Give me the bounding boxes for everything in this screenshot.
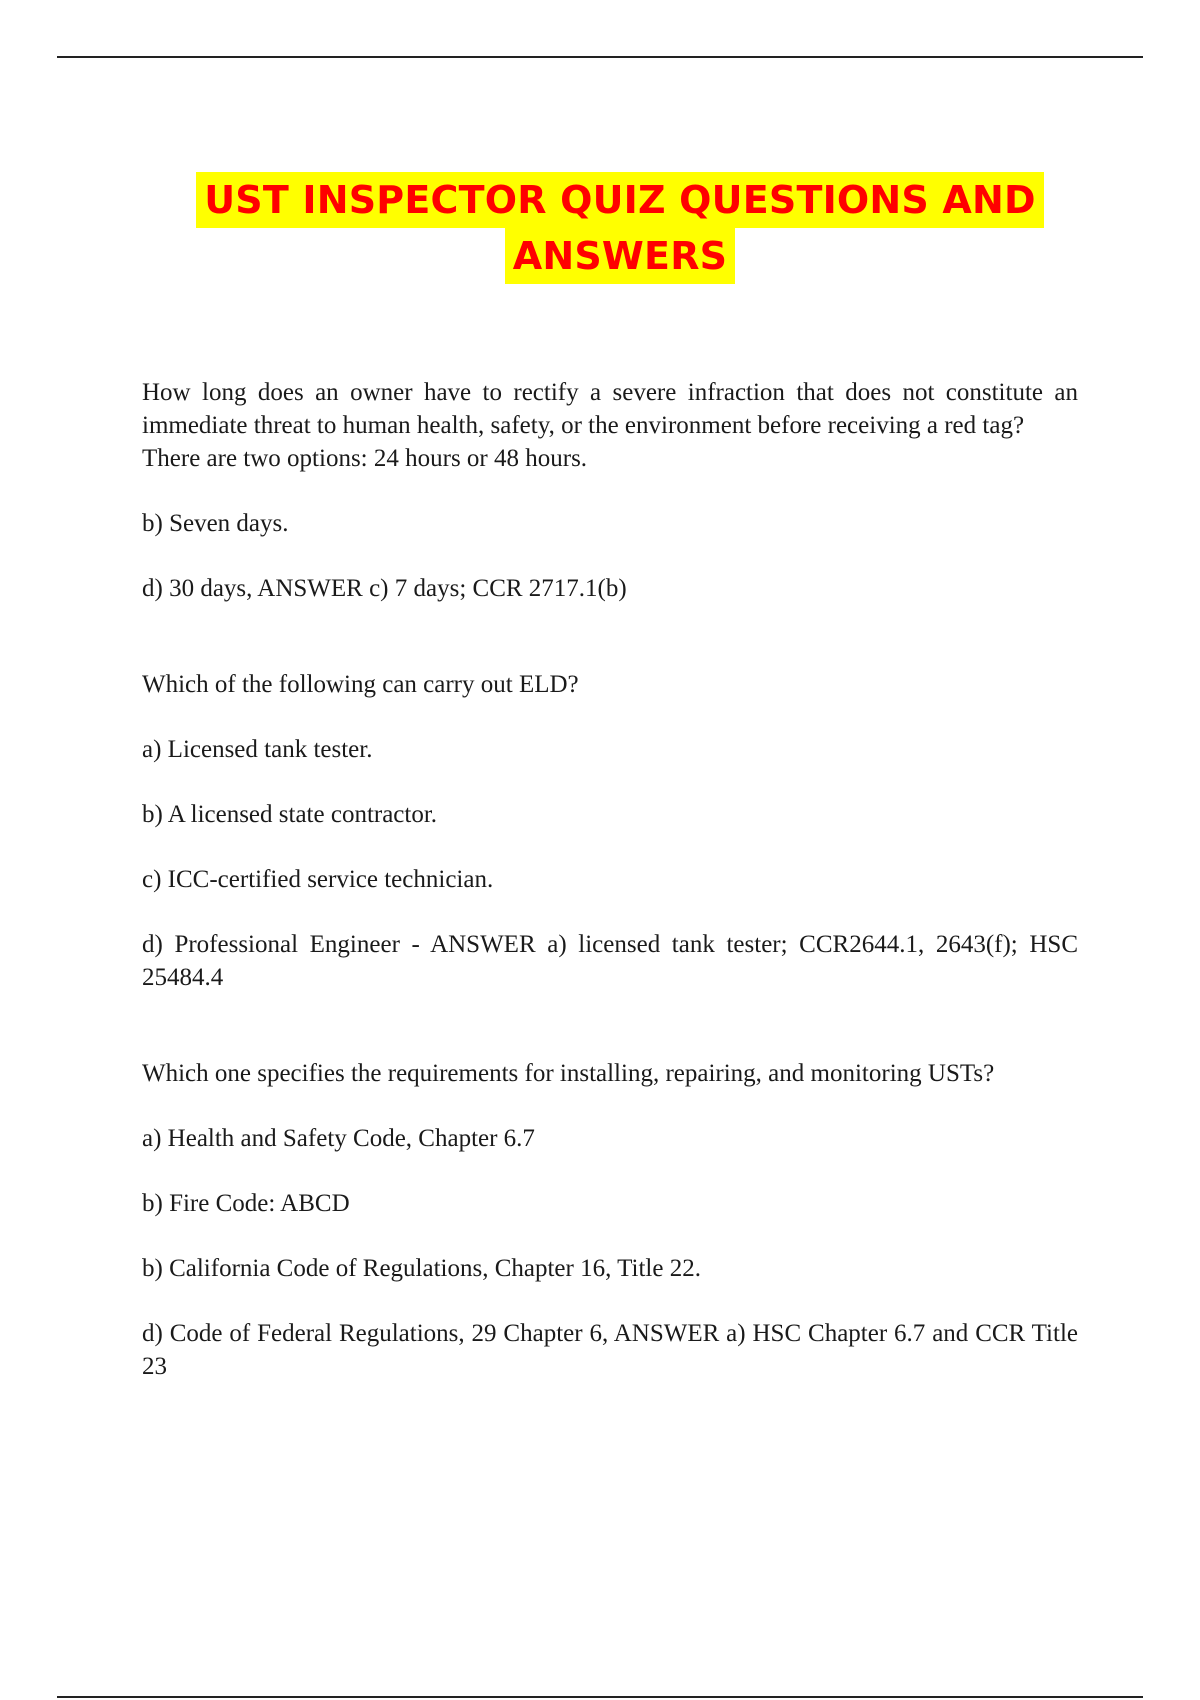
question-1-answer: d) 30 days, ANSWER c) 7 days; CCR 2717.1(b) bbox=[142, 575, 627, 602]
question-1-options-line: There are two options: 24 hours or 48 hours. bbox=[142, 445, 588, 472]
title-line-2: ANSWERS bbox=[505, 228, 735, 284]
document-title bbox=[140, 172, 1100, 284]
question-1-option-b: b) Seven days. bbox=[142, 510, 289, 537]
bottom-rule bbox=[57, 1696, 1143, 1698]
top-rule bbox=[57, 56, 1143, 58]
question-2-option-a: a) Licensed tank tester. bbox=[142, 736, 373, 763]
question-2-option-c: c) ICC-certified service technician. bbox=[142, 866, 494, 893]
title-line-1: UST INSPECTOR QUIZ QUESTIONS AND bbox=[196, 172, 1044, 228]
question-3-answer: d) Code of Federal Regulations, 29 Chapter 6, ANSWER a) HSC Chapter 6.7 and CCR Title 23 bbox=[142, 1320, 1078, 1380]
question-3-option-a: a) Health and Safety Code, Chapter 6.7 bbox=[142, 1125, 535, 1152]
question-3-option-b: b) Fire Code: ABCD bbox=[142, 1190, 350, 1217]
question-1-text: How long does an owner have to rectify a severe infraction that does not constitute an immediate threat to human health, safety, or the environment before receiving a red tag? bbox=[142, 379, 1078, 439]
quiz-content bbox=[142, 376, 1078, 1383]
question-2-answer: d) Professional Engineer - ANSWER a) licensed tank tester; CCR2644.1, 2643(f); HSC 25484.4 bbox=[142, 931, 1078, 991]
question-3-option-b-second: b) California Code of Regulations, Chapter 16, Title 22. bbox=[142, 1255, 701, 1282]
question-3-text: Which one specifies the requirements for installing, repairing, and monitoring USTs? bbox=[142, 1060, 995, 1087]
question-2-option-b: b) A licensed state contractor. bbox=[142, 801, 438, 828]
question-2-text: Which of the following can carry out ELD? bbox=[142, 671, 579, 698]
